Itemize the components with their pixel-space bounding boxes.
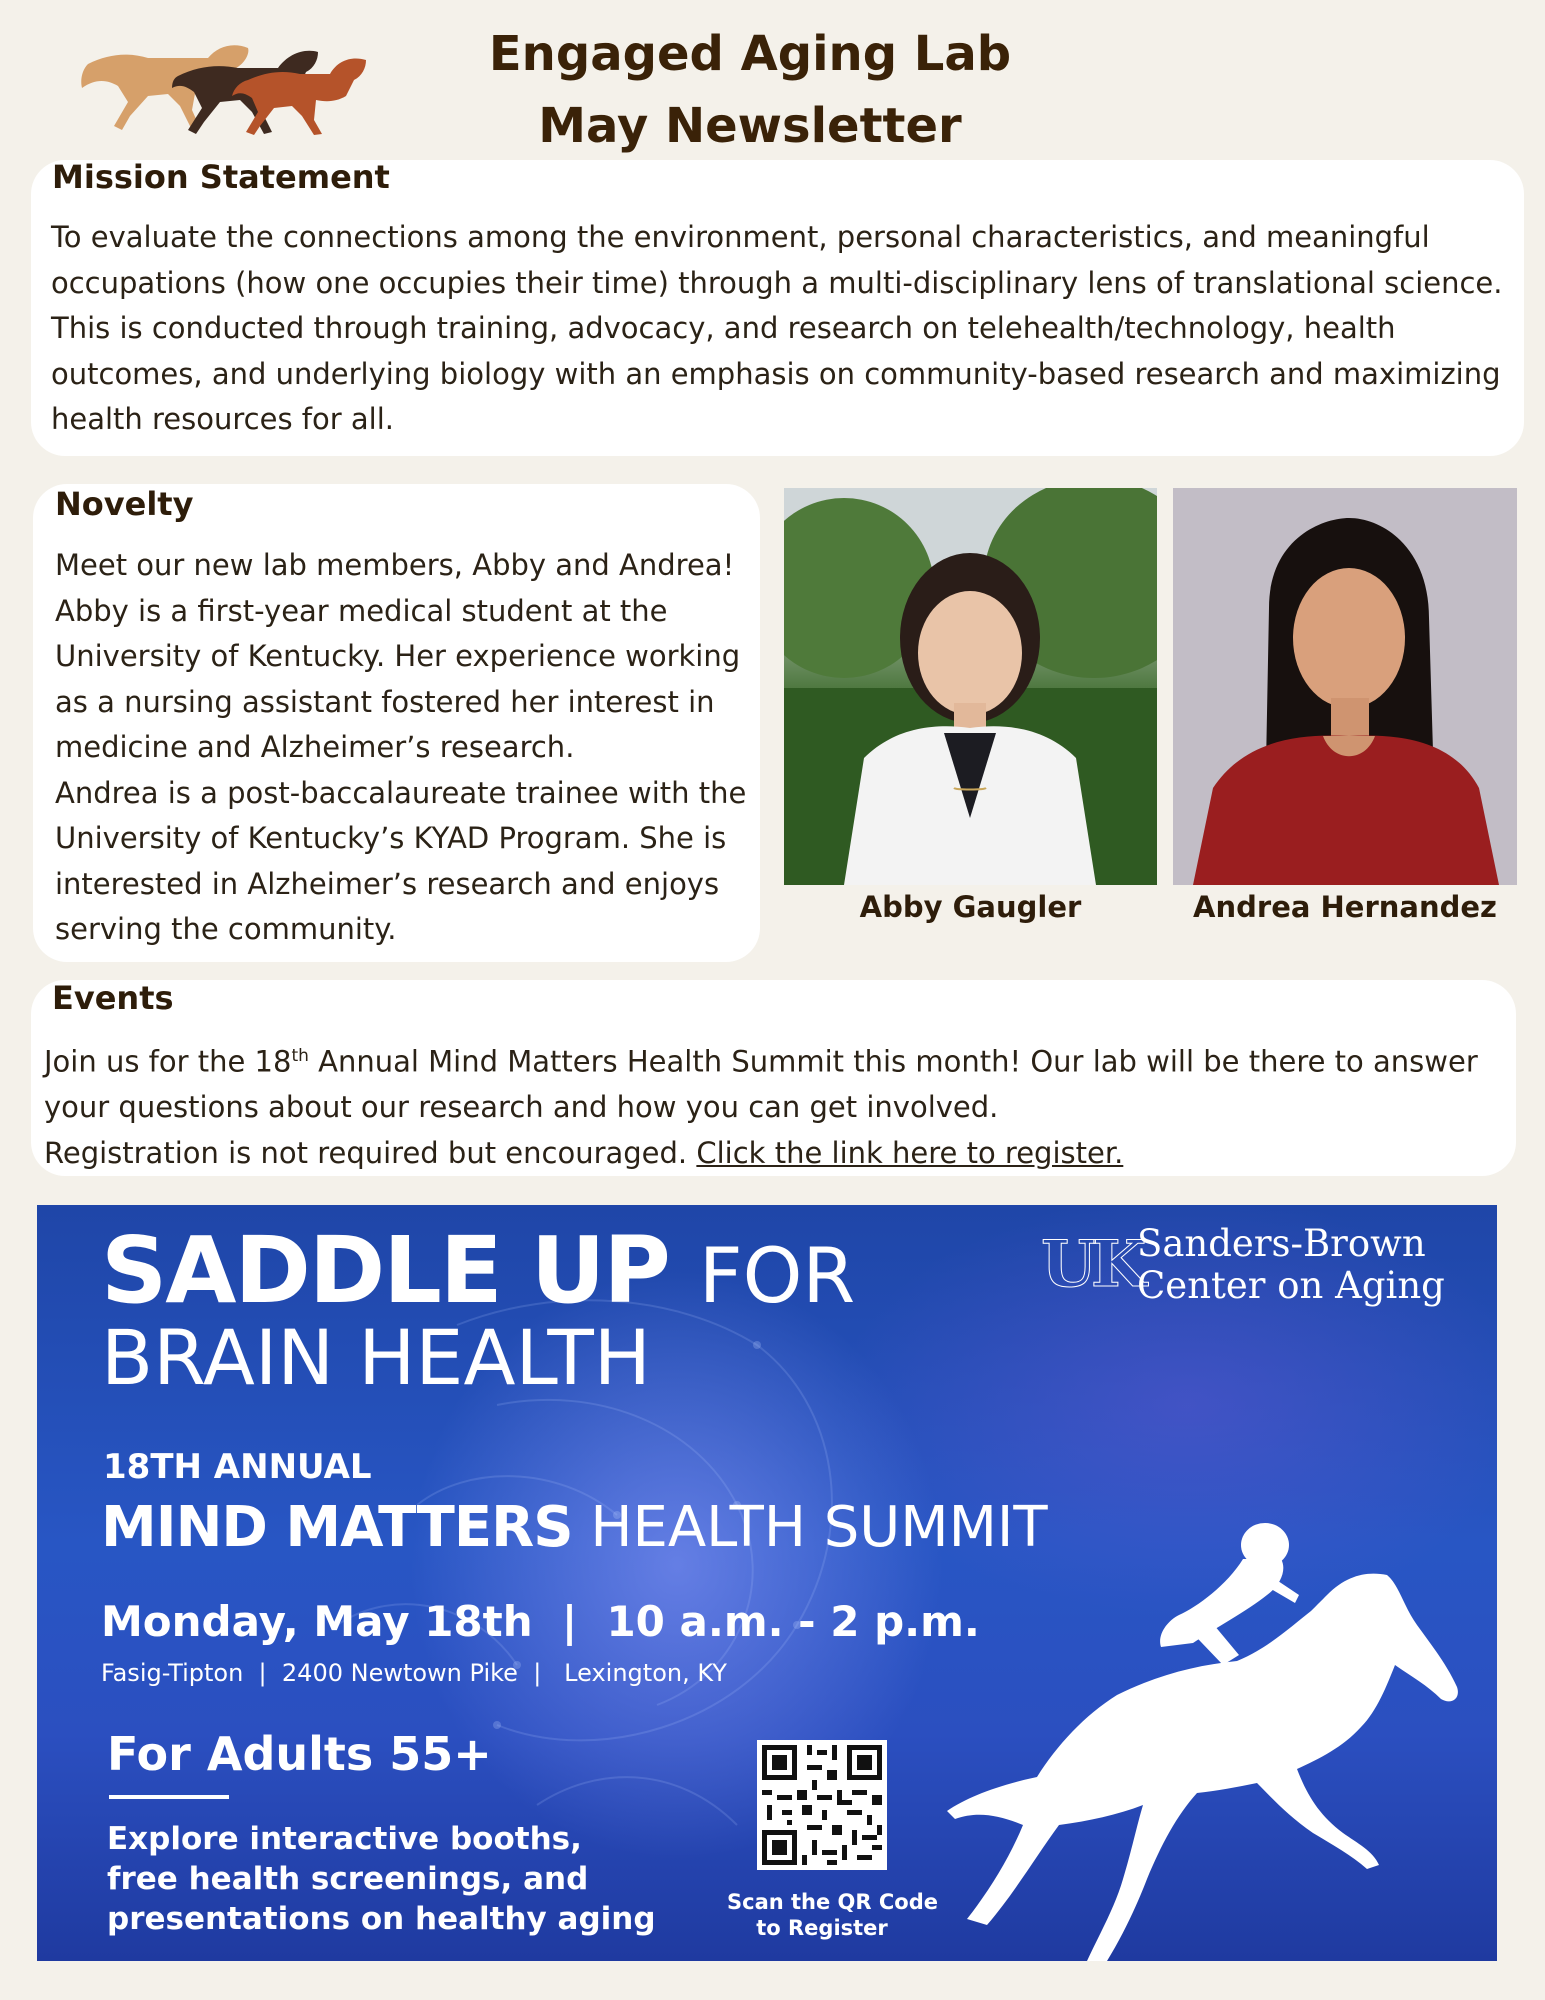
horses-icon [68,24,378,136]
summit-banner [37,1205,1497,1961]
events-heading: Events [52,979,174,1017]
mission-text: To evaluate the connections among the environment, personal characteristics, and meaningful occupations (how one occupies their time) through a multi-disciplinary lens of translational science. This is conducted through training, advocacy, and research on telehealth/technology, health outcomes, and underlying biology with an emphasis on community-based research and maximizing health resources for all. [51,220,1503,436]
novelty-paragraph-1: Meet our new lab members, Abby and Andrea! Abby is a first-year medical student at the University of Kentucky. Her experience working as a nursing assistant fostered her interest in medicine and Alzheimer’s research. [55,548,741,764]
abby-photo [784,488,1157,885]
audience-underline [109,1795,229,1799]
register-link[interactable]: Click the link here to register. [696,1135,1124,1170]
annual-text: 18TH ANNUAL [103,1447,372,1487]
andrea-caption: Andrea Hernandez [1193,890,1497,924]
events-line-1-start: Join us for the 18 [44,1044,292,1079]
qr-caption [727,1889,938,1941]
brain-health-text: BRAIN HEALTH [101,1313,651,1402]
uk-logo-icon: UK [1041,1227,1141,1302]
novelty-heading: Novelty [55,485,194,523]
org-name [1137,1223,1445,1307]
jockey-horse-icon [947,1515,1467,1961]
explore-line-3: presentations on healthy aging [107,1901,656,1937]
events-text [44,1034,1514,1176]
mission-heading: Mission Statement [52,158,390,196]
summit-name [101,1495,1048,1560]
events-line-2 [44,1131,1514,1177]
explore-line-2: free health screenings, and [107,1861,589,1897]
title-line-1: Engaged Aging Lab [488,26,1012,82]
org-line-2: Center on Aging [1137,1264,1445,1307]
date-time: Monday, May 18th | 10 a.m. - 2 p.m. [101,1597,980,1646]
saddle-up-text [101,1217,855,1324]
mind-matters: MIND MATTERS [101,1495,573,1560]
qr-code[interactable] [757,1740,887,1870]
for-text: FOR [698,1231,856,1320]
novelty-paragraph-2: Andrea is a post-baccalaureate trainee with the University of Kentucky’s KYAD Program. She is interested in Alzheimer’s research and enjoys serving the community. [55,775,747,946]
health-summit: HEALTH SUMMIT [590,1495,1048,1560]
audience: For Adults 55+ [107,1727,492,1781]
andrea-photo [1173,488,1517,885]
events-line-2-text: Registration is not required but encouraged. [44,1135,697,1170]
explore-text [107,1819,656,1939]
title-line-2: May Newsletter [538,98,962,154]
events-line-1 [44,1034,1514,1131]
qr-caption-line-2: to Register [756,1916,888,1940]
page-title [360,18,1140,162]
location: Fasig-Tipton | 2400 Newtown Pike | Lexington, KY [101,1659,727,1687]
events-line-1-end: Annual Mind Matters Health Summit this month! Our lab will be there to answer your questions about our research and how you can get involved. [44,1044,1478,1125]
explore-line-1: Explore interactive booths, [107,1821,582,1857]
events-superscript: th [291,1046,309,1066]
saddle-up: SADDLE UP [101,1217,669,1324]
abby-caption: Abby Gaugler [859,890,1082,924]
novelty-text [55,543,760,953]
qr-caption-line-1: Scan the QR Code [727,1890,938,1914]
org-line-1: Sanders-Brown [1137,1222,1426,1265]
